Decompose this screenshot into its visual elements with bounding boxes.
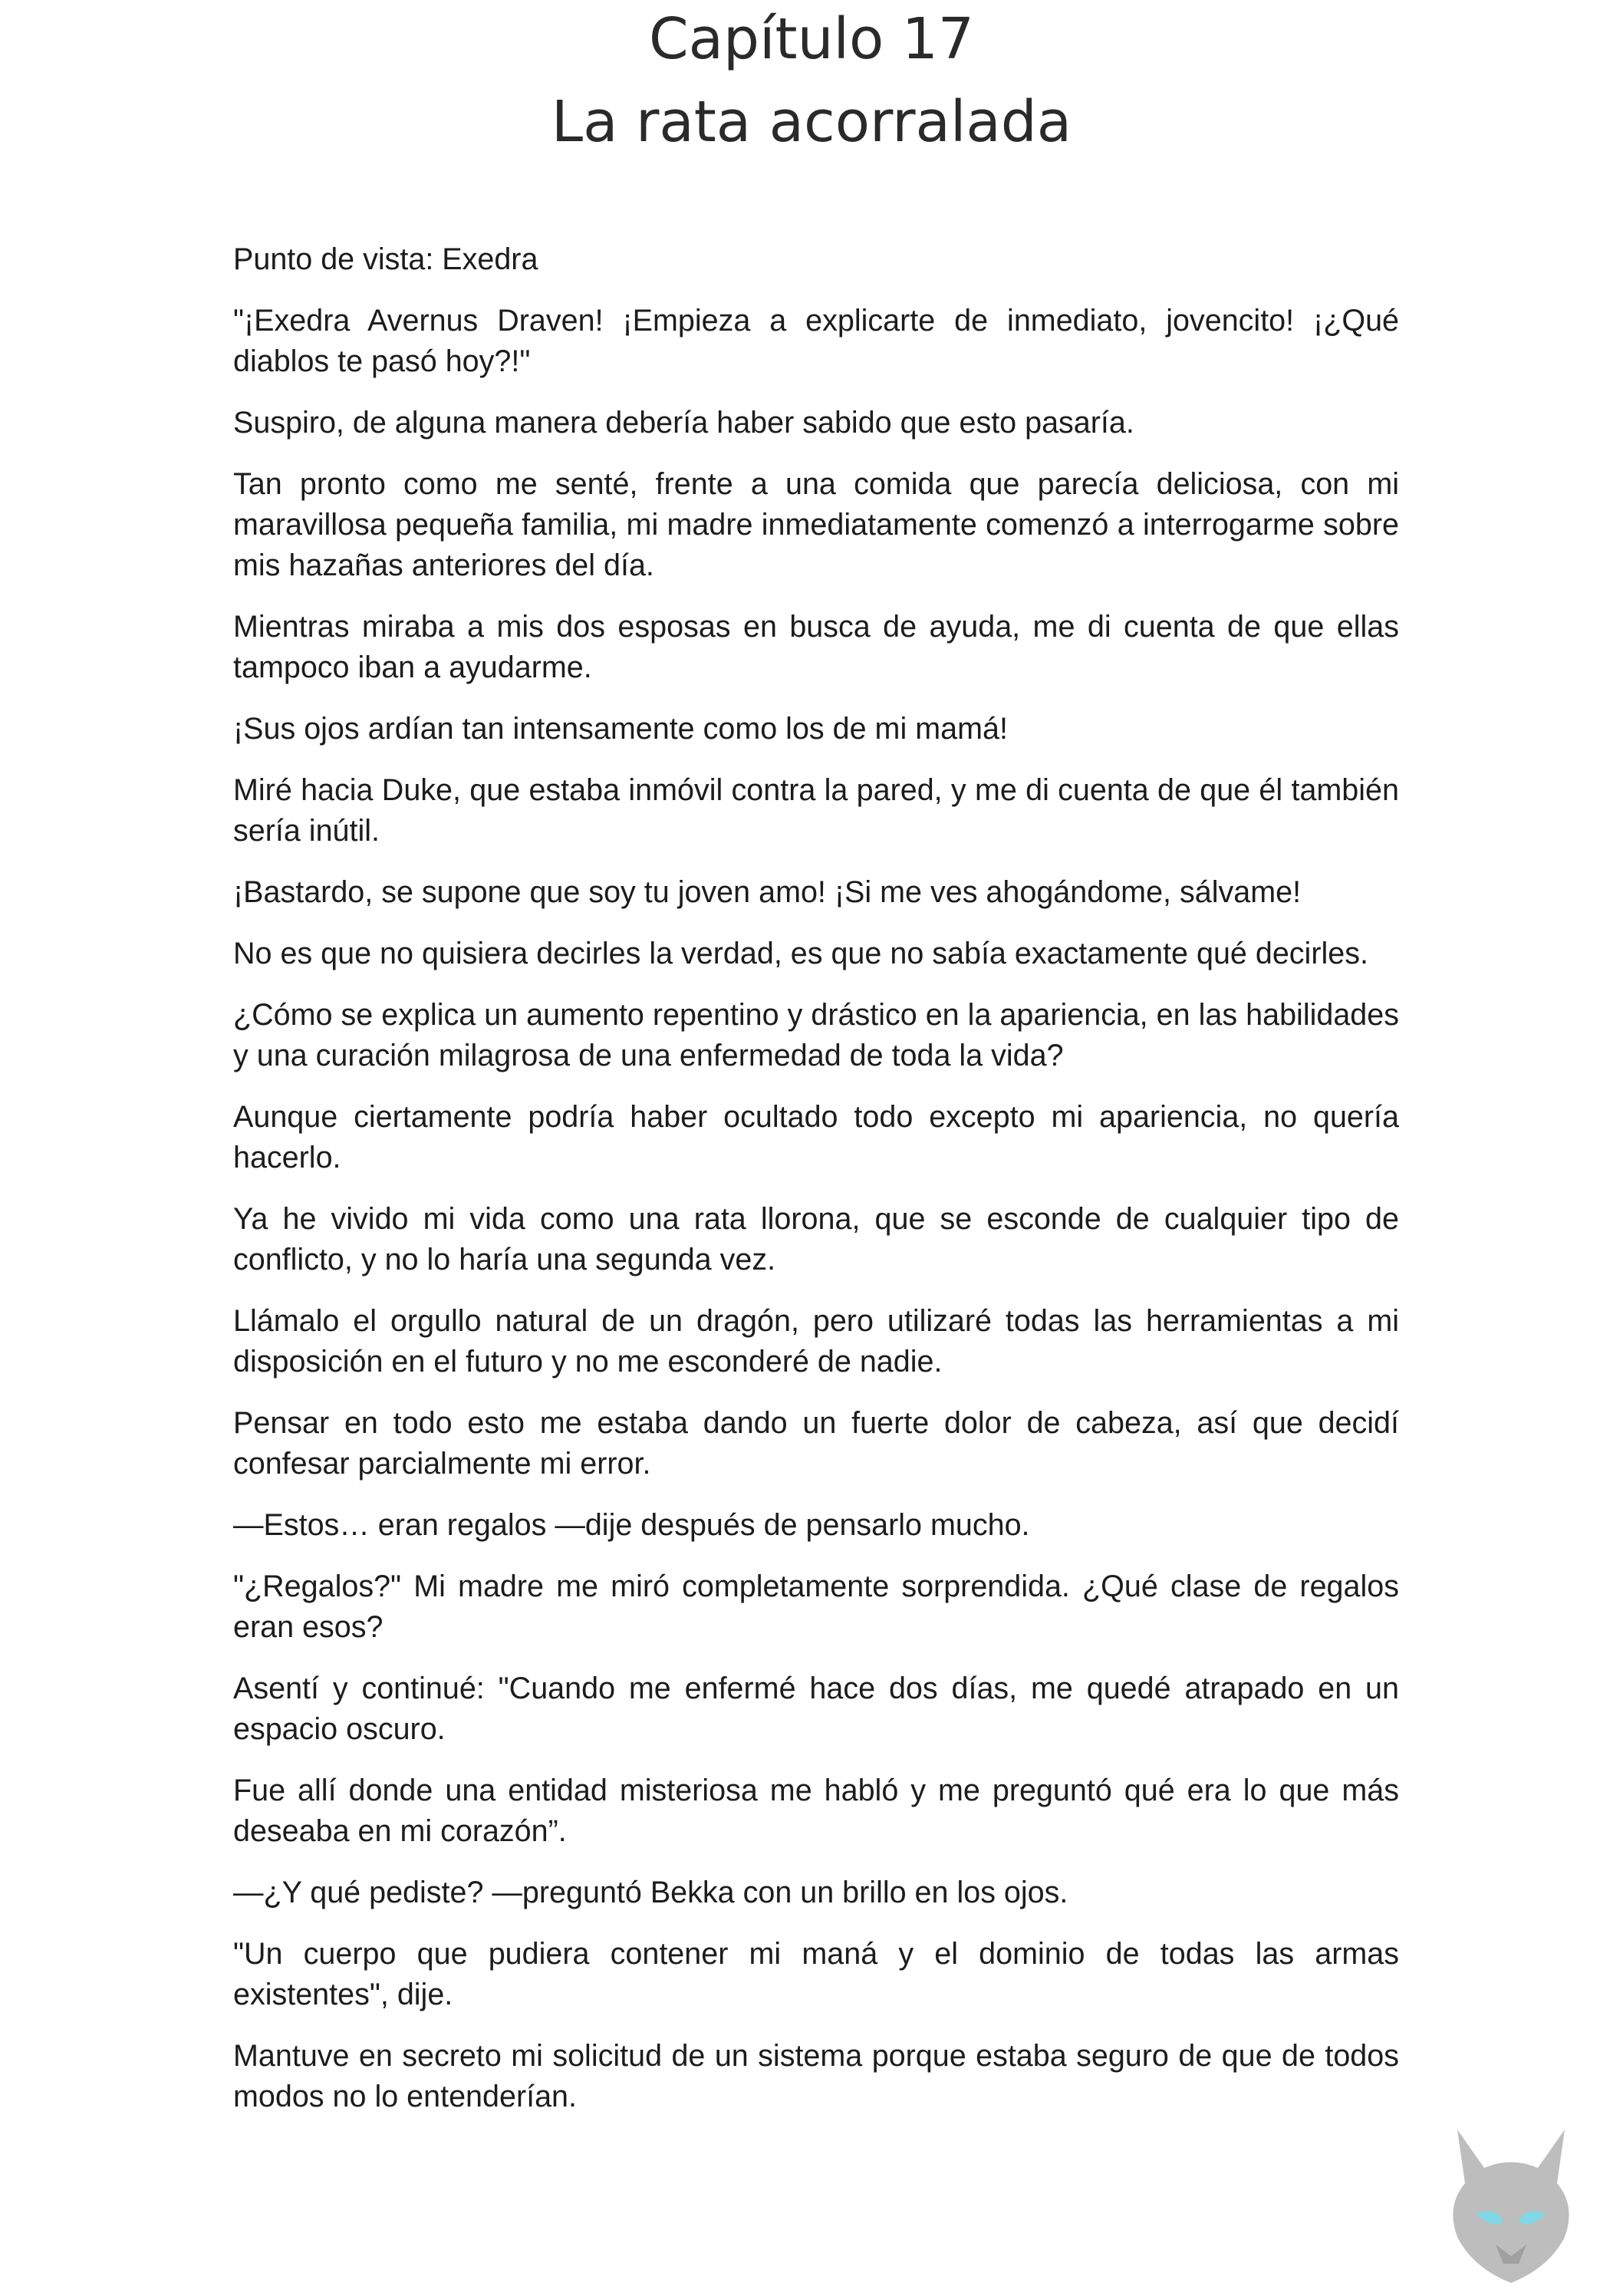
paragraph: Fue allí donde una entidad misteriosa me habló y me preguntó qué era lo que más deseaba en mi corazón”.: [233, 1774, 1399, 1848]
paragraph: Tan pronto como me senté, frente a una comida que parecía deliciosa, con mi maravillosa pequeña familia, mi madre inmediatamente comenzó a interrogarme sobre mis hazañas anteriores del día.: [233, 467, 1399, 582]
paragraph: "¿Regalos?" Mi madre me miró completamente sorprendida. ¿Qué clase de regalos eran esos?: [233, 1570, 1399, 1644]
paragraph: Llámalo el orgullo natural de un dragón, pero utilizaré todas las herramientas a mi disposición en el futuro y no me esconderé de nadie.: [233, 1304, 1399, 1379]
paragraph: Punto de vista: Exedra: [233, 242, 538, 276]
paragraph: ¡Bastardo, se supone que soy tu joven amo! ¡Si me ves ahogándome, sálvame!: [233, 875, 1302, 909]
paragraph: Asentí y continué: "Cuando me enfermé hace dos días, me quedé atrapado en un espacio oscuro.: [233, 1672, 1399, 1746]
demon-head-logo-icon: [1442, 2122, 1580, 2287]
chapter-body: [233, 239, 1399, 2138]
paragraph: Mientras miraba a mis dos esposas en busca de ayuda, me di cuenta de que ellas tampoco iban a ayudarme.: [233, 610, 1399, 684]
paragraph: ¿Cómo se explica un aumento repentino y drástico en la apariencia, en las habilidades y una curación milagrosa de una enfermedad de toda la vida?: [233, 998, 1399, 1072]
paragraph: Suspiro, de alguna manera debería haber sabido que esto pasaría.: [233, 406, 1134, 440]
paragraph: —Estos… eran regalos —dije después de pensarlo mucho.: [233, 1508, 1030, 1542]
paragraph: ¡Sus ojos ardían tan intensamente como los de mi mamá!: [233, 712, 1008, 746]
paragraph: No es que no quisiera decirles la verdad, es que no sabía exactamente qué decirles.: [233, 937, 1368, 970]
paragraph: Ya he vivido mi vida como una rata llorona, que se esconde de cualquier tipo de conflicto, y no lo haría una segunda vez.: [233, 1202, 1399, 1276]
chapter-number: Capítulo 17: [649, 6, 974, 72]
paragraph: "Un cuerpo que pudiera contener mi maná y el dominio de todas las armas existentes", dije.: [233, 1937, 1399, 2011]
paragraph: Mantuve en secreto mi solicitud de un sistema porque estaba seguro de que de todos modos no lo entenderían.: [233, 2039, 1399, 2113]
paragraph: Aunque ciertamente podría haber ocultado todo excepto mi apariencia, no quería hacerlo.: [233, 1100, 1399, 1174]
paragraph: "¡Exedra Avernus Draven! ¡Empieza a explicarte de inmediato, jovencito! ¡¿Qué diablos te pasó hoy?!": [233, 304, 1399, 378]
paragraph: Pensar en todo esto me estaba dando un fuerte dolor de cabeza, así que decidí confesar parcialmente mi error.: [233, 1406, 1399, 1481]
paragraph: Miré hacia Duke, que estaba inmóvil contra la pared, y me di cuenta de que él también sería inútil.: [233, 773, 1399, 848]
chapter-title: La rata acorralada: [551, 89, 1072, 155]
paragraph: —¿Y qué pediste? —preguntó Bekka con un brillo en los ojos.: [233, 1876, 1068, 1909]
